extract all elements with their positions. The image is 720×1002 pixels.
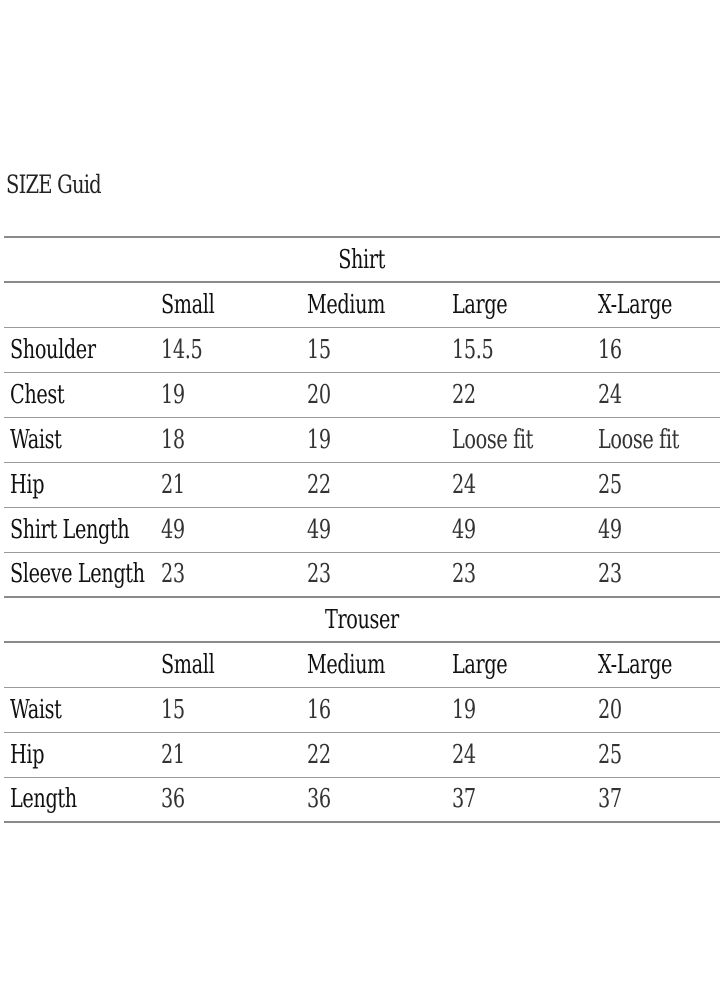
shirt-section-title: Shirt xyxy=(4,237,720,282)
table-row xyxy=(4,732,720,777)
value-cell: 24 xyxy=(446,462,592,507)
value-cell: 19 xyxy=(155,372,301,417)
value-cell: 21 xyxy=(155,732,301,777)
size-header-small: Small xyxy=(155,642,301,687)
value-cell: 49 xyxy=(592,507,720,552)
value-cell: Loose fit xyxy=(592,417,720,462)
trouser-section-row xyxy=(4,597,720,642)
value-cell: 36 xyxy=(155,777,301,822)
value-cell: 23 xyxy=(155,552,301,597)
shirt-header-row xyxy=(4,282,720,327)
size-header-medium: Medium xyxy=(301,282,446,327)
row-label: Chest xyxy=(4,372,155,417)
table-row xyxy=(4,462,720,507)
size-guide-table xyxy=(4,236,720,823)
value-cell: 25 xyxy=(592,732,720,777)
value-cell: 49 xyxy=(155,507,301,552)
size-header-large: Large xyxy=(446,642,592,687)
value-cell: 20 xyxy=(592,687,720,732)
table-row xyxy=(4,552,720,597)
value-cell: 23 xyxy=(301,552,446,597)
size-header-small: Small xyxy=(155,282,301,327)
value-cell: 49 xyxy=(446,507,592,552)
value-cell: 25 xyxy=(592,462,720,507)
row-label: Sleeve Length xyxy=(4,552,155,597)
value-cell: 15 xyxy=(301,327,446,372)
value-cell: 15.5 xyxy=(446,327,592,372)
header-empty-cell xyxy=(4,642,155,687)
row-label: Waist xyxy=(4,417,155,462)
trouser-header-row xyxy=(4,642,720,687)
trouser-section-title: Trouser xyxy=(4,597,720,642)
value-cell: 23 xyxy=(592,552,720,597)
value-cell: 22 xyxy=(446,372,592,417)
table-row xyxy=(4,417,720,462)
table-row xyxy=(4,777,720,822)
value-cell: 18 xyxy=(155,417,301,462)
row-label: Shirt Length xyxy=(4,507,155,552)
size-header-x-large: X-Large xyxy=(592,642,720,687)
table-row xyxy=(4,687,720,732)
value-cell: 49 xyxy=(301,507,446,552)
row-label: Shoulder xyxy=(4,327,155,372)
table-row xyxy=(4,507,720,552)
page-title: SIZE Guid xyxy=(6,170,101,199)
value-cell: 15 xyxy=(155,687,301,732)
table-row xyxy=(4,372,720,417)
row-label: Length xyxy=(4,777,155,822)
value-cell: 16 xyxy=(301,687,446,732)
size-header-x-large: X-Large xyxy=(592,282,720,327)
value-cell: 36 xyxy=(301,777,446,822)
value-cell: 20 xyxy=(301,372,446,417)
value-cell: 14.5 xyxy=(155,327,301,372)
row-label: Waist xyxy=(4,687,155,732)
size-header-large: Large xyxy=(446,282,592,327)
value-cell: 37 xyxy=(592,777,720,822)
row-label: Hip xyxy=(4,732,155,777)
value-cell: 19 xyxy=(446,687,592,732)
table-row xyxy=(4,327,720,372)
value-cell: 19 xyxy=(301,417,446,462)
value-cell: 21 xyxy=(155,462,301,507)
value-cell: 22 xyxy=(301,732,446,777)
header-empty-cell xyxy=(4,282,155,327)
value-cell: 16 xyxy=(592,327,720,372)
size-header-medium: Medium xyxy=(301,642,446,687)
value-cell: 24 xyxy=(592,372,720,417)
value-cell: 22 xyxy=(301,462,446,507)
value-cell: 23 xyxy=(446,552,592,597)
value-cell: 24 xyxy=(446,732,592,777)
value-cell: Loose fit xyxy=(446,417,592,462)
value-cell: 37 xyxy=(446,777,592,822)
row-label: Hip xyxy=(4,462,155,507)
shirt-section-row xyxy=(4,237,720,282)
